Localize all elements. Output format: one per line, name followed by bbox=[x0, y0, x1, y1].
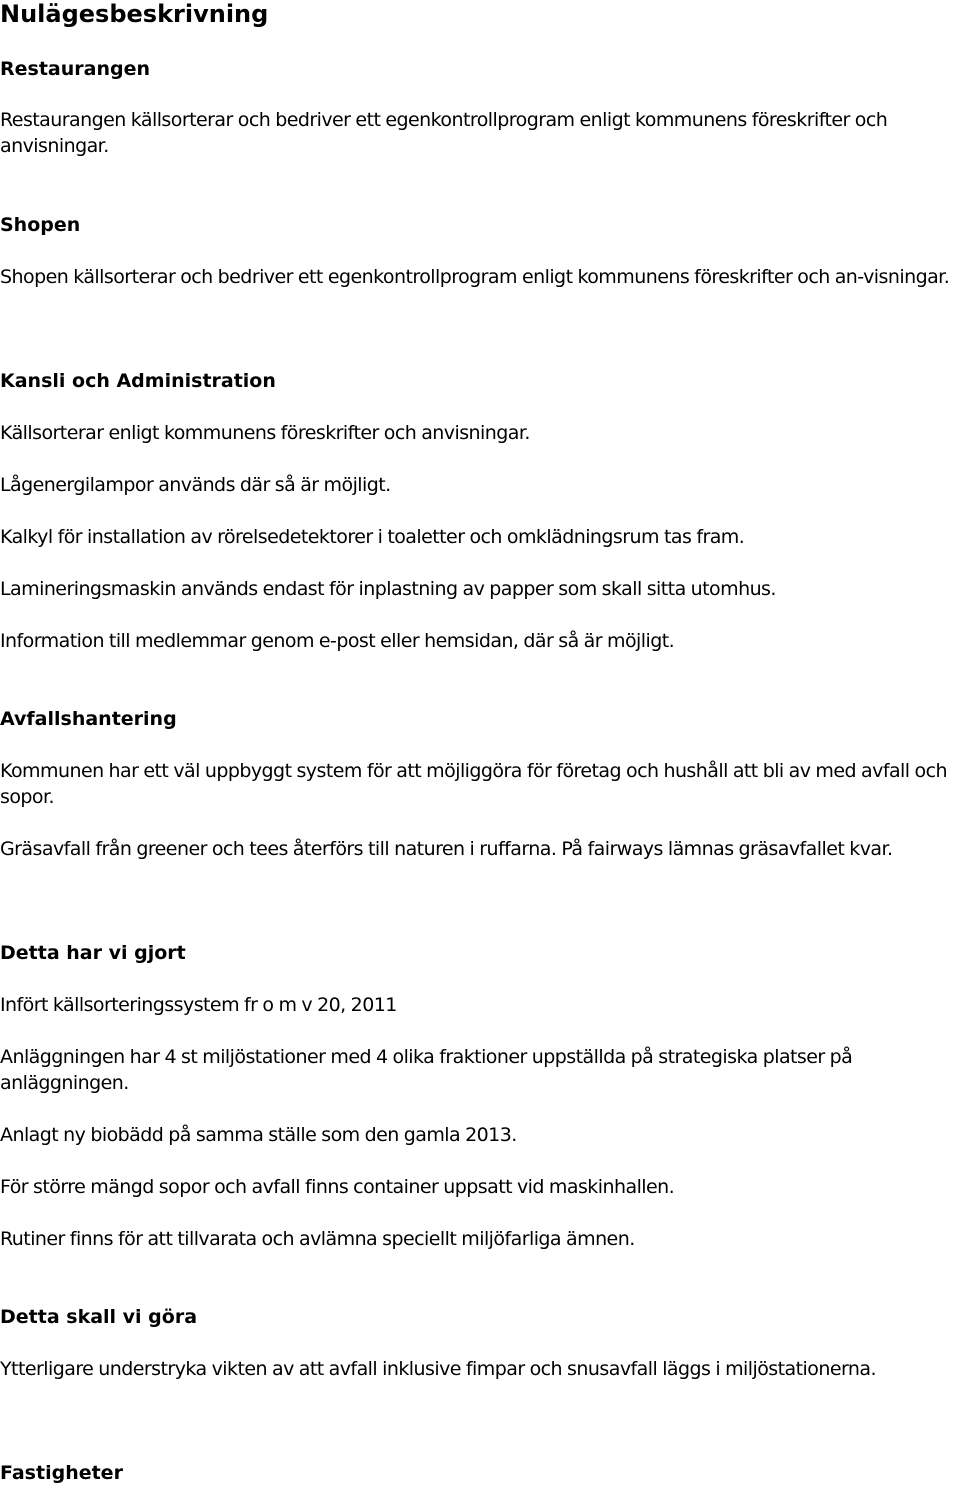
section-heading-shopen: Shopen bbox=[0, 214, 81, 236]
paragraph: Lamineringsmaskin används endast för inplastning av papper som skall sitta utomhus. bbox=[0, 578, 776, 600]
section-heading-kansli-och-administration: Kansli och Administration bbox=[0, 370, 276, 392]
paragraph: Restaurangen källsorterar och bedriver ett egenkontrollprogram enligt kommunens föreskrifter och anvisningar. bbox=[0, 109, 888, 157]
paragraph: För större mängd sopor och avfall finns container uppsatt vid maskinhallen. bbox=[0, 1176, 675, 1198]
section-heading-restaurangen: Restaurangen bbox=[0, 58, 150, 80]
section-heading-detta-skall-vi-gora: Detta skall vi göra bbox=[0, 1306, 198, 1328]
paragraph: Rutiner finns för att tillvarata och avlämna speciellt miljöfarliga ämnen. bbox=[0, 1228, 635, 1250]
section-heading-fastigheter: Fastigheter bbox=[0, 1462, 123, 1484]
paragraph: Lågenergilampor används där så är möjligt. bbox=[0, 474, 391, 496]
paragraph: Gräsavfall från greener och tees återförs till naturen i ruffarna. På fairways lämnas gräsavfallet kvar. bbox=[0, 838, 893, 860]
paragraph: Anlagt ny biobädd på samma ställe som den gamla 2013. bbox=[0, 1124, 517, 1146]
section-heading-avfallshantering: Avfallshantering bbox=[0, 708, 177, 730]
paragraph: Information till medlemmar genom e-post eller hemsidan, där så är möjligt. bbox=[0, 630, 675, 652]
document-title: Nulägesbeskrivning bbox=[0, 0, 269, 28]
paragraph: Kommunen har ett väl uppbyggt system för att möjliggöra för företag och hushåll att bli av med avfall och sopor. bbox=[0, 760, 947, 808]
paragraph: Infört källsorteringssystem fr o m v 20, 2011 bbox=[0, 994, 397, 1016]
paragraph: Ytterligare understryka vikten av att avfall inklusive fimpar och snusavfall läggs i miljöstationerna. bbox=[0, 1358, 876, 1380]
paragraph: Kalkyl för installation av rörelsedetektorer i toaletter och omklädningsrum tas fram. bbox=[0, 526, 745, 548]
paragraph: Källsorterar enligt kommunens föreskrifter och anvisningar. bbox=[0, 422, 530, 444]
paragraph: Shopen källsorterar och bedriver ett egenkontrollprogram enligt kommunens föreskrifter och an-visningar. bbox=[0, 266, 950, 288]
section-heading-detta-har-vi-gjort: Detta har vi gjort bbox=[0, 942, 186, 964]
paragraph: Anläggningen har 4 st miljöstationer med 4 olika fraktioner uppställda på strategiska platser på anläggningen. bbox=[0, 1046, 853, 1094]
